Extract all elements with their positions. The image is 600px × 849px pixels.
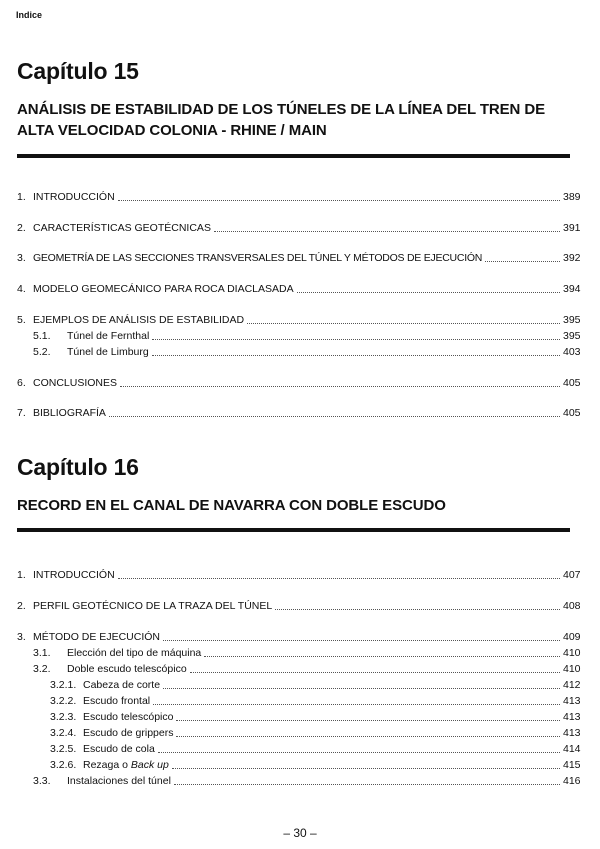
toc-subsubentry[interactable] xyxy=(17,742,583,755)
leader-dots xyxy=(204,655,560,657)
entry-number: 2. xyxy=(17,222,26,234)
entry-page: 410 xyxy=(563,663,581,675)
entry-page: 394 xyxy=(563,283,581,295)
toc-entry[interactable] xyxy=(17,406,583,419)
toc-entry[interactable] xyxy=(17,282,583,295)
entry-page: 412 xyxy=(563,679,581,691)
entry-title: Escudo frontal xyxy=(83,695,151,707)
toc-subentry[interactable] xyxy=(17,345,583,358)
entry-page: 403 xyxy=(563,346,581,358)
entry-number: 2. xyxy=(17,600,26,612)
leader-dots xyxy=(172,767,560,769)
chapter-divider xyxy=(17,528,570,532)
entry-page: 405 xyxy=(563,407,581,419)
entry-page: 391 xyxy=(563,222,581,234)
chapter-15-heading xyxy=(17,58,575,141)
entry-title: BIBLIOGRAFÍA xyxy=(33,407,106,419)
entry-title: Elección del tipo de máquina xyxy=(67,647,202,659)
entry-title: Instalaciones del túnel xyxy=(67,775,171,787)
entry-page: 416 xyxy=(563,775,581,787)
chapter-title: Capítulo 15 xyxy=(17,58,139,84)
entry-page: 409 xyxy=(563,631,581,643)
toc-entry[interactable] xyxy=(17,221,583,234)
entry-number: 3.1. xyxy=(33,647,51,659)
entry-title-italic: Back up xyxy=(130,759,169,771)
toc-subsubentry[interactable] xyxy=(17,678,583,691)
leader-dots xyxy=(118,199,560,201)
entry-number: 3.2.1. xyxy=(50,679,77,691)
leader-dots xyxy=(275,608,560,610)
toc-subentry[interactable] xyxy=(17,774,583,787)
chapter-subtitle-line1: RECORD EN EL CANAL DE NAVARRA CON DOBLE ESCUDO xyxy=(17,497,446,514)
entry-number: 3.2.3. xyxy=(50,711,77,723)
leader-dots xyxy=(214,230,560,232)
chapter-subtitle-line2: ALTA VELOCIDAD COLONIA - RHINE / MAIN xyxy=(17,122,327,139)
entry-page: 413 xyxy=(563,727,581,739)
entry-title: Escudo telescópico xyxy=(83,711,174,723)
leader-dots xyxy=(109,415,560,417)
entry-number: 3. xyxy=(17,252,26,264)
toc-entry[interactable] xyxy=(17,190,583,203)
chapter-title: Capítulo 16 xyxy=(17,454,139,480)
running-header: Indice xyxy=(16,10,43,20)
entry-page: 389 xyxy=(563,191,581,203)
chapter-subtitle-line1: ANÁLISIS DE ESTABILIDAD DE LOS TÚNELES DE LA LÍNEA DEL TREN DE xyxy=(17,101,545,118)
entry-title: Escudo de cola xyxy=(83,743,155,755)
toc-entry[interactable] xyxy=(17,313,583,326)
entry-page: 413 xyxy=(563,711,581,723)
entry-number: 1. xyxy=(17,191,26,203)
entry-number: 6. xyxy=(17,377,26,389)
entry-number: 3.2.6. xyxy=(50,759,77,771)
toc-subentry[interactable] xyxy=(17,646,583,659)
entry-title: EJEMPLOS DE ANÁLISIS DE ESTABILIDAD xyxy=(33,314,245,326)
toc-subsubentry[interactable] xyxy=(17,726,583,739)
entry-number: 3. xyxy=(17,631,26,643)
entry-title: Escudo de grippers xyxy=(83,727,174,739)
entry-title: GEOMETRÍA DE LAS SECCIONES TRANSVERSALES DEL TÚNEL Y MÉTODOS DE EJECUCIÓN xyxy=(33,252,483,264)
entry-number: 3.2.2. xyxy=(50,695,77,707)
leader-dots xyxy=(120,385,560,387)
entry-title: INTRODUCCIÓN xyxy=(33,191,115,203)
leader-dots xyxy=(118,577,560,579)
leader-dots xyxy=(247,322,560,324)
toc-entry[interactable] xyxy=(17,376,583,389)
entry-number: 1. xyxy=(17,569,26,581)
entry-page: 395 xyxy=(563,314,581,326)
leader-dots xyxy=(158,751,560,753)
entry-number: 5.1. xyxy=(33,330,51,342)
leader-dots xyxy=(163,687,560,689)
entry-page: 414 xyxy=(563,743,581,755)
leader-dots xyxy=(297,291,560,293)
entry-title: Túnel de Limburg xyxy=(67,346,149,358)
toc-subentry[interactable] xyxy=(17,662,583,675)
entry-title: INTRODUCCIÓN xyxy=(33,569,115,581)
toc-subsubentry[interactable] xyxy=(17,694,583,707)
leader-dots xyxy=(152,338,560,340)
chapter-16-heading xyxy=(17,454,575,516)
toc-subsubentry[interactable] xyxy=(17,710,583,723)
entry-number: 3.2.4. xyxy=(50,727,77,739)
toc-entry[interactable] xyxy=(17,568,583,581)
chapter-divider xyxy=(17,154,570,158)
entry-title: MODELO GEOMECÁNICO PARA ROCA DIACLASADA xyxy=(33,283,294,295)
entry-title: CONCLUSIONES xyxy=(33,377,118,389)
entry-page: 405 xyxy=(563,377,581,389)
entry-number: 3.3. xyxy=(33,775,51,787)
entry-page: 410 xyxy=(563,647,581,659)
leader-dots xyxy=(153,703,560,705)
entry-title: MÉTODO DE EJECUCIÓN xyxy=(33,631,160,643)
entry-title: PERFIL GEOTÉCNICO DE LA TRAZA DEL TÚNEL xyxy=(33,600,273,612)
entry-number: 3.2.5. xyxy=(50,743,77,755)
entry-page: 413 xyxy=(563,695,581,707)
toc-entry[interactable] xyxy=(17,251,583,264)
entry-title: Rezaga o xyxy=(83,759,128,771)
toc-entry[interactable] xyxy=(17,630,583,643)
entry-page: 392 xyxy=(563,252,581,264)
toc-entry[interactable] xyxy=(17,599,583,612)
leader-dots xyxy=(485,260,560,262)
leader-dots xyxy=(190,671,560,673)
entry-page: 407 xyxy=(563,569,581,581)
leader-dots xyxy=(176,735,560,737)
leader-dots xyxy=(152,354,560,356)
entry-page: 408 xyxy=(563,600,581,612)
page-number: – 30 – xyxy=(283,826,317,840)
entry-number: 5.2. xyxy=(33,346,51,358)
leader-dots xyxy=(174,783,560,785)
leader-dots xyxy=(163,639,560,641)
entry-number: 5. xyxy=(17,314,26,326)
entry-page: 395 xyxy=(563,330,581,342)
entry-number: 4. xyxy=(17,283,26,295)
entry-page: 415 xyxy=(563,759,581,771)
toc-subentry[interactable] xyxy=(17,329,583,342)
toc-subsubentry[interactable] xyxy=(17,758,583,771)
entry-number: 7. xyxy=(17,407,26,419)
entry-title: Cabeza de corte xyxy=(83,679,161,691)
entry-title: Doble escudo telescópico xyxy=(67,663,187,675)
entry-number: 3.2. xyxy=(33,663,51,675)
entry-title: CARACTERÍSTICAS GEOTÉCNICAS xyxy=(33,222,211,234)
leader-dots xyxy=(176,719,560,721)
entry-title: Túnel de Fernthal xyxy=(67,330,150,342)
